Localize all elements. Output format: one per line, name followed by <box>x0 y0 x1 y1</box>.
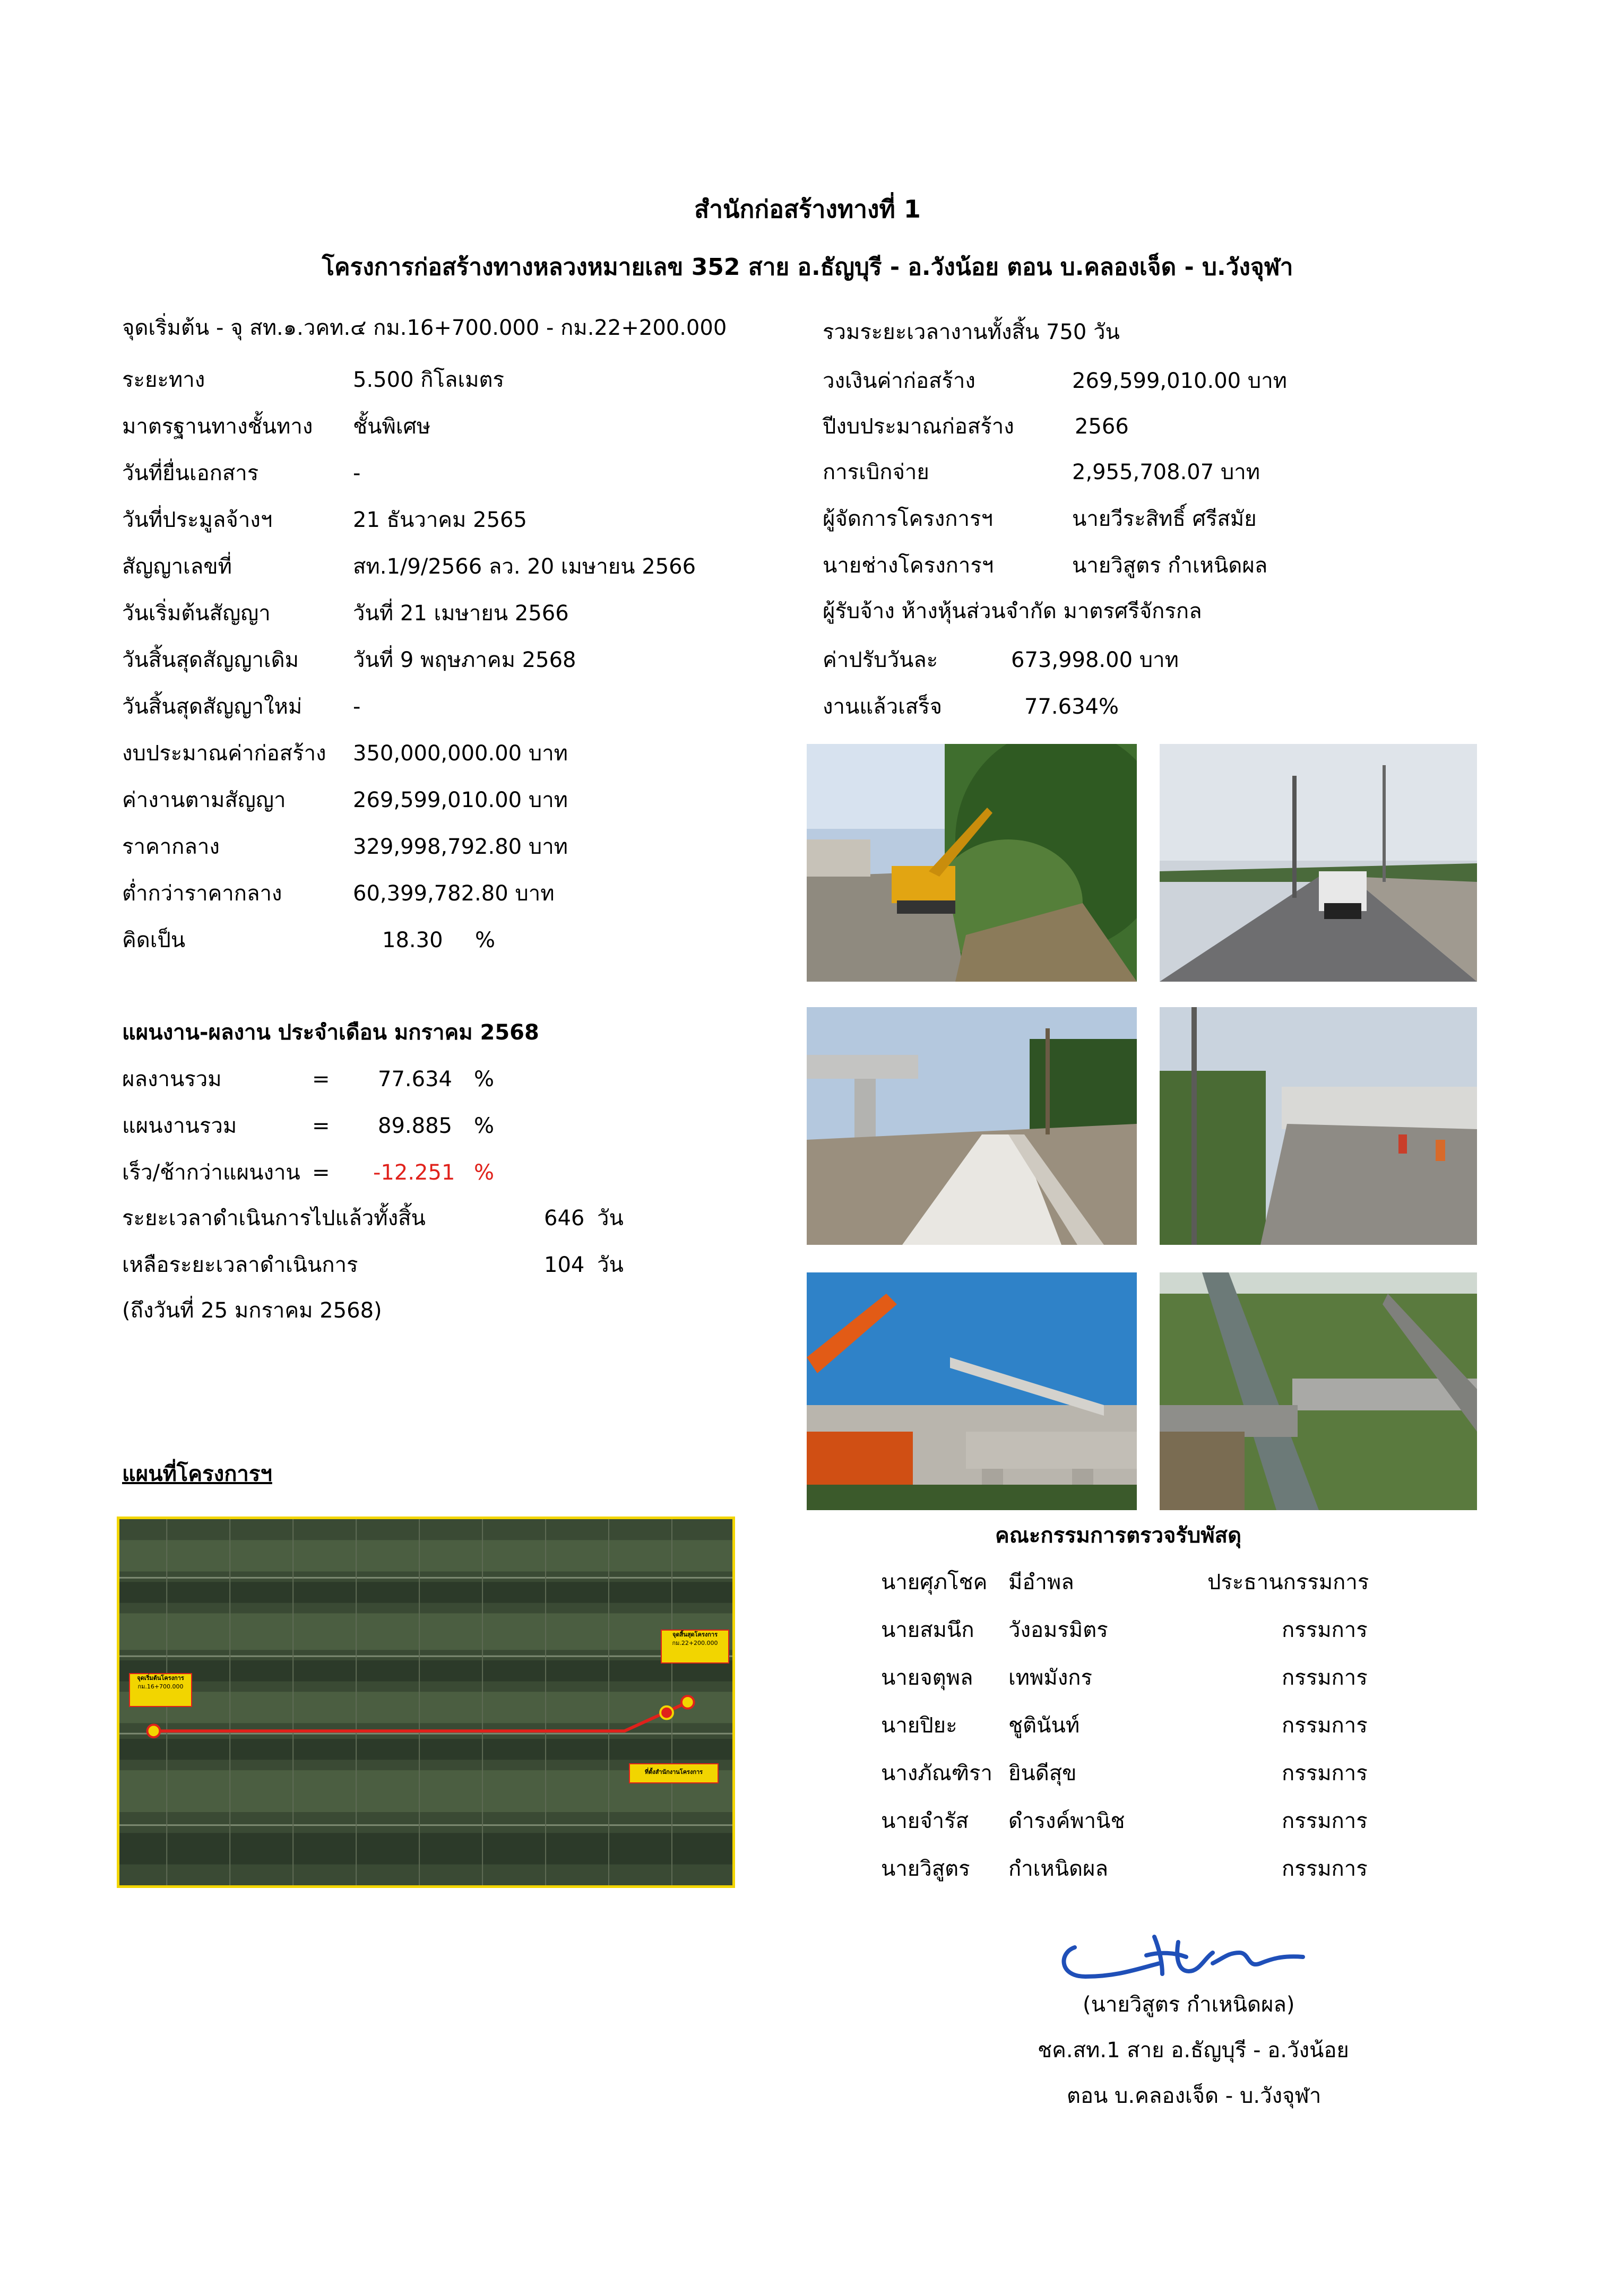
info-label: วันสิ้นสุดสัญญาเดิม <box>122 648 299 672</box>
member-title: นางภัณฑิรา <box>881 1761 992 1786</box>
plan-label: เร็ว/ช้ากว่าแผนงาน <box>122 1160 300 1185</box>
info-value: 21 ธันวาคม 2565 <box>353 508 527 532</box>
member-role: ประธานกรรมการ <box>1207 1570 1369 1595</box>
info-value: 2,955,708.07 บาท <box>1072 460 1260 484</box>
member-title: นายสมนึก <box>881 1618 974 1642</box>
info-label: มาตรฐานทางชั้นทาง <box>122 414 313 439</box>
info-value: - <box>353 695 361 719</box>
info-label: นายช่างโครงการฯ <box>823 553 994 578</box>
member-role: กรรมการ <box>1282 1666 1368 1690</box>
member-title: นายวิสูตร <box>881 1857 970 1881</box>
plan-eq: = <box>312 1114 330 1138</box>
percent-unit: % <box>475 928 496 952</box>
photo-crane-girder <box>807 1272 1137 1510</box>
start-point-callout <box>129 1673 192 1707</box>
start-point-km: กม.16+700.000 <box>137 1683 184 1690</box>
info-label: วงเงินค่าก่อสร้าง <box>823 369 975 393</box>
info-label: ระยะทาง <box>122 368 205 392</box>
info-value: ชั้นพิเศษ <box>353 414 431 439</box>
plan-value-behind: -12.251 <box>373 1160 455 1185</box>
member-surname: ยินดีสุข <box>1008 1761 1077 1786</box>
committee-title: คณะกรรมการตรวจรับพัสดุ <box>995 1523 1242 1548</box>
plan-unit: % <box>474 1114 495 1138</box>
info-value: นายวีระสิทธิ์ ศรีสมัย <box>1072 507 1257 531</box>
member-surname: มีอำพล <box>1008 1570 1074 1595</box>
end-point-label: จุดสิ้นสุดโครงการ <box>672 1631 718 1638</box>
plan-label: ผลงานรวม <box>122 1067 222 1091</box>
elapsed-label: ระยะเวลาดำเนินการไปแล้วทั้งสิ้น <box>122 1206 426 1231</box>
info-label: การเบิกจ่าย <box>823 460 929 484</box>
member-role: กรรมการ <box>1282 1713 1368 1738</box>
elapsed-value: 646 <box>544 1206 585 1231</box>
member-surname: ชูตินันท์ <box>1008 1713 1080 1738</box>
member-title: นายปิยะ <box>881 1713 957 1738</box>
info-label: วันที่ยื่นเอกสาร <box>122 461 259 486</box>
member-role: กรรมการ <box>1282 1809 1368 1833</box>
photo-road-milling <box>1160 744 1477 982</box>
info-value: 60,399,782.80 บาท <box>353 881 555 906</box>
info-label: วันเริ่มต้นสัญญา <box>122 601 271 626</box>
plan-unit: % <box>474 1067 495 1091</box>
photo-excavator-clearing <box>807 744 1137 982</box>
plan-value: 89.885 <box>378 1114 452 1138</box>
member-surname: เทพมังกร <box>1008 1666 1093 1690</box>
member-surname: ดำรงค์พานิช <box>1008 1809 1125 1833</box>
project-map <box>117 1517 735 1888</box>
as-of-date: (ถึงวันที่ 25 มกราคม 2568) <box>122 1298 382 1323</box>
signer-position: ชค.สท.1 สาย อ.ธัญบุรี - อ.วังน้อย <box>1038 2038 1349 2063</box>
info-value: - <box>353 461 361 486</box>
info-value: 350,000,000.00 บาท <box>353 741 568 766</box>
info-label: งบประมาณค่าก่อสร้าง <box>122 741 326 766</box>
info-value: 269,599,010.00 บาท <box>353 788 568 812</box>
info-value: สท.1/9/2566 ลว. 20 เมษายน 2566 <box>353 554 696 579</box>
info-value: นายวิสูตร กำเหนิดผล <box>1072 553 1268 578</box>
fine-label: ค่าปรับวันละ <box>823 648 938 672</box>
info-label: ปีงบประมาณก่อสร้าง <box>823 414 1014 439</box>
info-value: วันที่ 21 เมษายน 2566 <box>353 601 569 626</box>
member-role: กรรมการ <box>1282 1857 1368 1881</box>
office-callout <box>629 1763 719 1783</box>
member-surname: กำเหนิดผล <box>1008 1857 1108 1881</box>
project-title: โครงการก่อสร้างทางหลวงหมายเลข 352 สาย อ.ธัญบุรี - อ.วังน้อย ตอน บ.คลองเจ็ด - บ.วังจุฬา <box>322 254 1293 281</box>
info-label: สัญญาเลขที่ <box>122 554 232 579</box>
member-role: กรรมการ <box>1282 1761 1368 1786</box>
plan-eq: = <box>312 1160 330 1185</box>
start-point: จุดเริ่มต้น - จุ สท.๑.วคท.๔ กม.16+700.000 - กม.22+200.000 <box>122 316 727 340</box>
info-label: ต่ำกว่าราคากลาง <box>122 881 282 906</box>
info-value: 269,599,010.00 บาท <box>1072 369 1288 393</box>
signer-name: (นายวิสูตร กำเหนิดผล) <box>1083 1992 1295 2017</box>
office-title: สำนักก่อสร้างทางที่ 1 <box>694 195 921 223</box>
member-title: นายศุภโชค <box>881 1570 988 1595</box>
plan-eq: = <box>312 1067 330 1091</box>
info-label: ค่างานตามสัญญา <box>122 788 286 812</box>
photo-bridge-drainage <box>807 1007 1137 1245</box>
info-label: วันสิ้นสุดสัญญาใหม่ <box>122 695 303 719</box>
map-title: แผนที่โครงการฯ <box>122 1462 272 1486</box>
remain-value: 104 <box>544 1253 585 1277</box>
start-point-label: จุดเริ่มต้นโครงการ <box>137 1675 184 1682</box>
signer-section: ตอน บ.คลองเจ็ด - บ.วังจุฬา <box>1067 2084 1322 2108</box>
info-label: ราคากลาง <box>122 835 220 859</box>
fine-value: 673,998.00 บาท <box>1011 648 1179 672</box>
member-surname: วังอมรมิตร <box>1008 1618 1108 1642</box>
photo-concrete-road <box>1160 1007 1477 1245</box>
plan-unit-behind: % <box>474 1160 495 1185</box>
office-label: ที่ตั้งสำนักงานโครงการ <box>644 1769 703 1775</box>
done-label: งานแล้วเสร็จ <box>823 695 943 719</box>
elapsed-unit: วัน <box>597 1206 624 1231</box>
info-label: วันที่ประมูลจ้างฯ <box>122 508 273 532</box>
member-title: นายจำรัส <box>881 1809 969 1833</box>
end-point-callout <box>661 1630 729 1663</box>
info-label: ผู้จัดการโครงการฯ <box>823 507 993 531</box>
info-value: 2566 <box>1075 414 1129 439</box>
end-point-km: กม.22+200.000 <box>672 1640 718 1647</box>
plan-value: 77.634 <box>378 1067 452 1091</box>
info-value: วันที่ 9 พฤษภาคม 2568 <box>353 648 576 672</box>
plan-title: แผนงาน-ผลงาน ประจำเดือน มกราคม 2568 <box>122 1020 539 1045</box>
percent-value: 18.30 <box>382 928 443 952</box>
photo-aerial-bridge <box>1160 1272 1477 1510</box>
signature-image <box>1053 1926 1329 1985</box>
member-title: นายจตุพล <box>881 1666 973 1690</box>
info-value: 5.500 กิโลเมตร <box>353 368 504 392</box>
done-value: 77.634% <box>1024 695 1119 719</box>
contractor: ผู้รับจ้าง ห้างหุ้นส่วนจำกัด มาตรศรีจักรกล <box>823 599 1202 623</box>
member-role: กรรมการ <box>1282 1618 1368 1642</box>
total-duration: รวมระยะเวลางานทั้งสิ้น 750 วัน <box>823 320 1120 344</box>
plan-label: แผนงานรวม <box>122 1114 237 1138</box>
remain-label: เหลือระยะเวลาดำเนินการ <box>122 1253 358 1277</box>
percent-label: คิดเป็น <box>122 928 186 952</box>
info-value: 329,998,792.80 บาท <box>353 835 568 859</box>
remain-unit: วัน <box>597 1253 624 1277</box>
